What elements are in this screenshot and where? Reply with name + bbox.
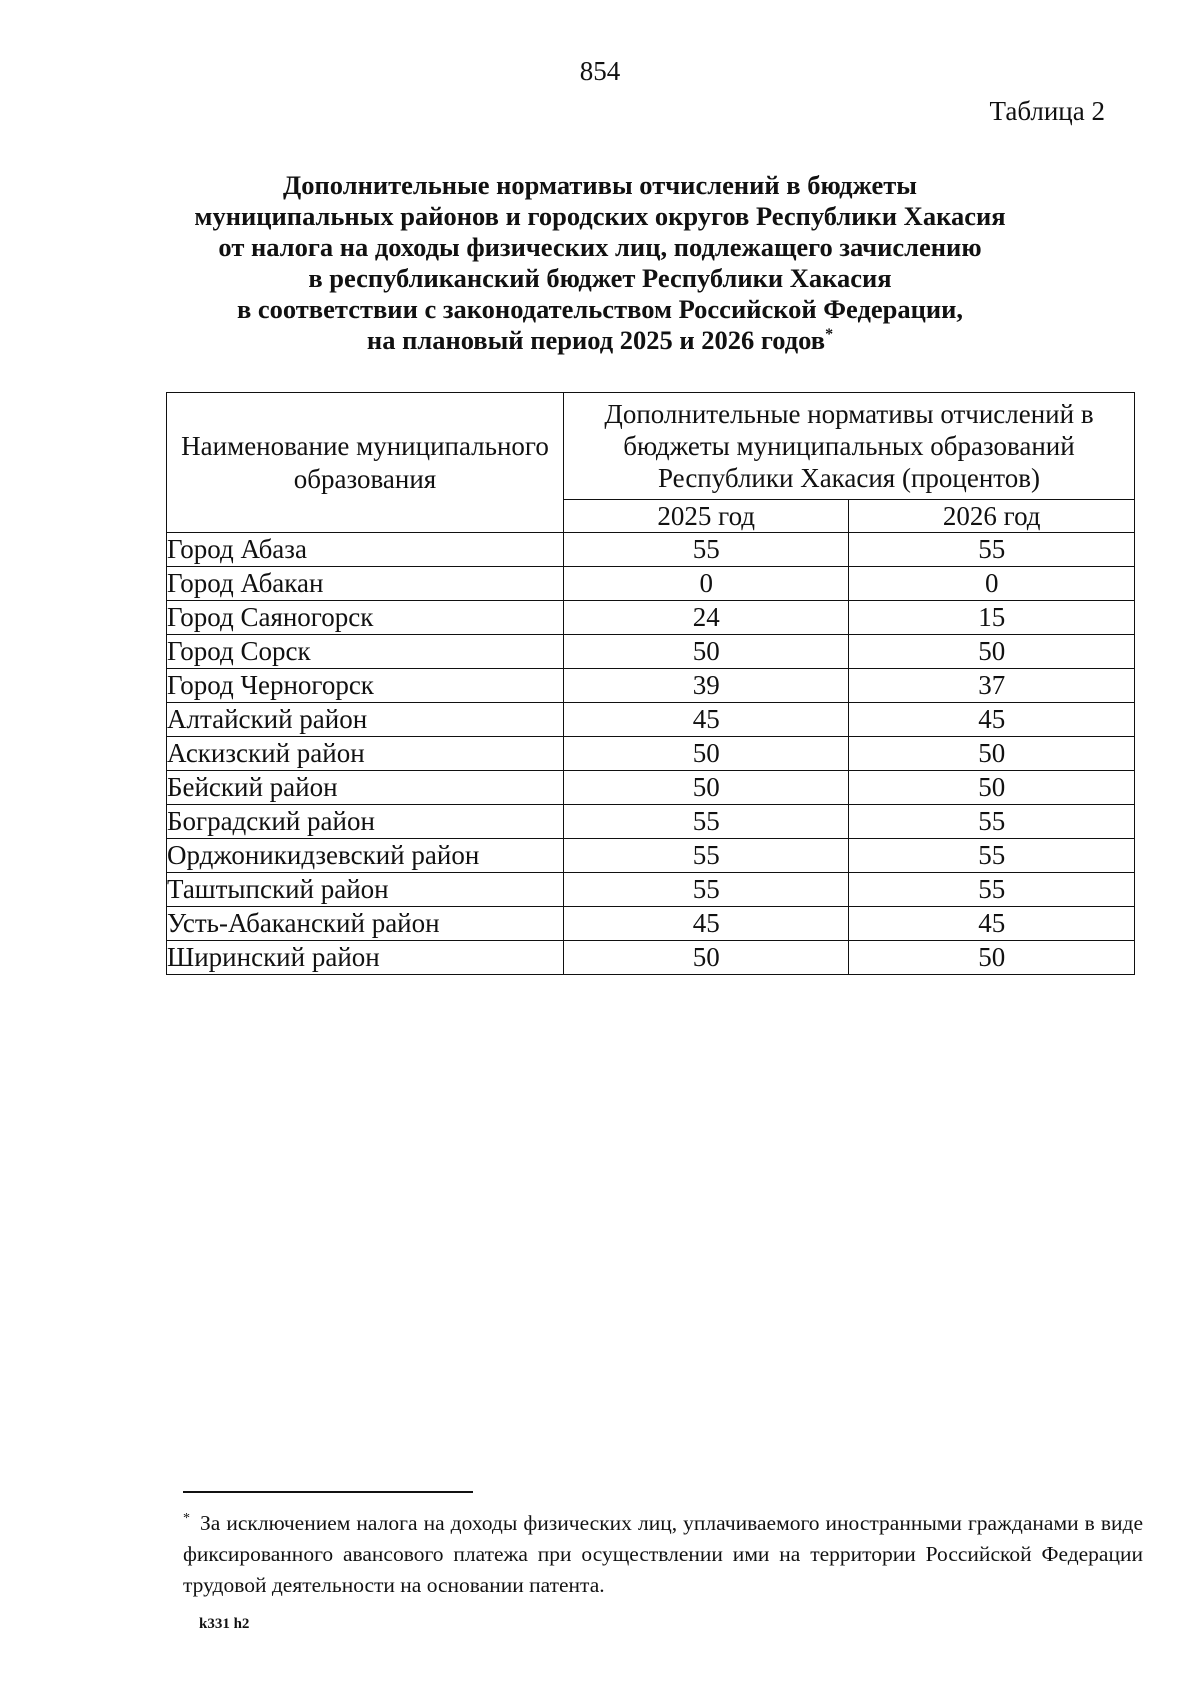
row-value-2026: 50	[849, 737, 1135, 771]
row-value-2026: 55	[849, 805, 1135, 839]
table-row	[167, 635, 1135, 669]
table-row	[167, 567, 1135, 601]
header-year-2025: 2025 год	[564, 500, 849, 533]
row-name: Боградский район	[167, 805, 564, 839]
document-code: k331 h2	[199, 1616, 250, 1632]
row-value-2026: 55	[849, 873, 1135, 907]
footnote	[183, 1503, 1143, 1601]
row-value-2025: 24	[564, 601, 849, 635]
row-value-2025: 45	[564, 703, 849, 737]
row-value-2025: 55	[564, 805, 849, 839]
table-label: Таблица 2	[989, 96, 1105, 126]
row-value-2026: 15	[849, 601, 1135, 635]
row-name: Город Абаза	[167, 533, 564, 567]
row-name: Город Саяногорск	[167, 601, 564, 635]
title-line: муниципальных районов и городских округов Республики Хакасия	[194, 201, 1006, 231]
row-value-2026: 45	[849, 907, 1135, 941]
row-value-2025: 50	[564, 635, 849, 669]
row-value-2025: 50	[564, 737, 849, 771]
row-value-2025: 55	[564, 873, 849, 907]
table-row	[167, 601, 1135, 635]
header-year-2026: 2026 год	[849, 500, 1135, 533]
document-title	[150, 170, 1050, 356]
table-row	[167, 669, 1135, 703]
footnote-text: За исключением налога на доходы физических лиц, уплачиваемого иностранными гражданами в виде фиксированного авансового платежа при осуществлении ими на территории Российской Федерации трудовой деятельности на основании патента.	[183, 1511, 1143, 1598]
row-name: Ширинский район	[167, 941, 564, 975]
table-row	[167, 703, 1135, 737]
row-name: Алтайский район	[167, 703, 564, 737]
row-value-2025: 39	[564, 669, 849, 703]
row-name: Орджоникидзевский район	[167, 839, 564, 873]
table-row	[167, 805, 1135, 839]
row-value-2025: 45	[564, 907, 849, 941]
table-row	[167, 839, 1135, 873]
norms-table	[166, 392, 1135, 975]
row-value-2025: 50	[564, 771, 849, 805]
table-row	[167, 737, 1135, 771]
footnote-mark: *	[183, 1511, 190, 1526]
row-value-2025: 0	[564, 567, 849, 601]
title-line: в республиканский бюджет Республики Хакасия	[308, 263, 892, 293]
row-value-2026: 50	[849, 771, 1135, 805]
row-name: Город Сорск	[167, 635, 564, 669]
page-number: 854	[579, 56, 621, 86]
footnote-divider	[183, 1491, 473, 1493]
row-value-2026: 0	[849, 567, 1135, 601]
title-line: Дополнительные нормативы отчислений в бюджеты	[283, 170, 917, 200]
table-row	[167, 873, 1135, 907]
title-line-text: на плановый период 2025 и 2026 годов	[366, 325, 826, 355]
row-name: Усть-Абаканский район	[167, 907, 564, 941]
row-name: Таштыпский район	[167, 873, 564, 907]
row-value-2026: 37	[849, 669, 1135, 703]
row-name: Бейский район	[167, 771, 564, 805]
table-row	[167, 907, 1135, 941]
title-line-last	[150, 325, 1050, 356]
row-value-2026: 50	[849, 941, 1135, 975]
header-group-cell: Дополнительные нормативы отчислений в бюджеты муниципальных образований Республики Хакасия (процентов)	[564, 393, 1135, 500]
title-line: в соответствии с законодательством Российской Федерации,	[236, 294, 964, 324]
row-name: Город Абакан	[167, 567, 564, 601]
row-value-2025: 55	[564, 839, 849, 873]
table-row	[167, 941, 1135, 975]
title-footnote-mark: *	[825, 326, 834, 344]
row-value-2026: 55	[849, 839, 1135, 873]
header-name-cell: Наименование муниципального образования	[167, 393, 564, 533]
row-value-2026: 50	[849, 635, 1135, 669]
row-value-2026: 55	[849, 533, 1135, 567]
row-value-2026: 45	[849, 703, 1135, 737]
row-value-2025: 50	[564, 941, 849, 975]
table-row	[167, 533, 1135, 567]
table-row	[167, 771, 1135, 805]
title-line: от налога на доходы физических лиц, подлежащего зачислению	[218, 232, 982, 262]
row-value-2025: 55	[564, 533, 849, 567]
row-name: Город Черногорск	[167, 669, 564, 703]
row-name: Аскизский район	[167, 737, 564, 771]
